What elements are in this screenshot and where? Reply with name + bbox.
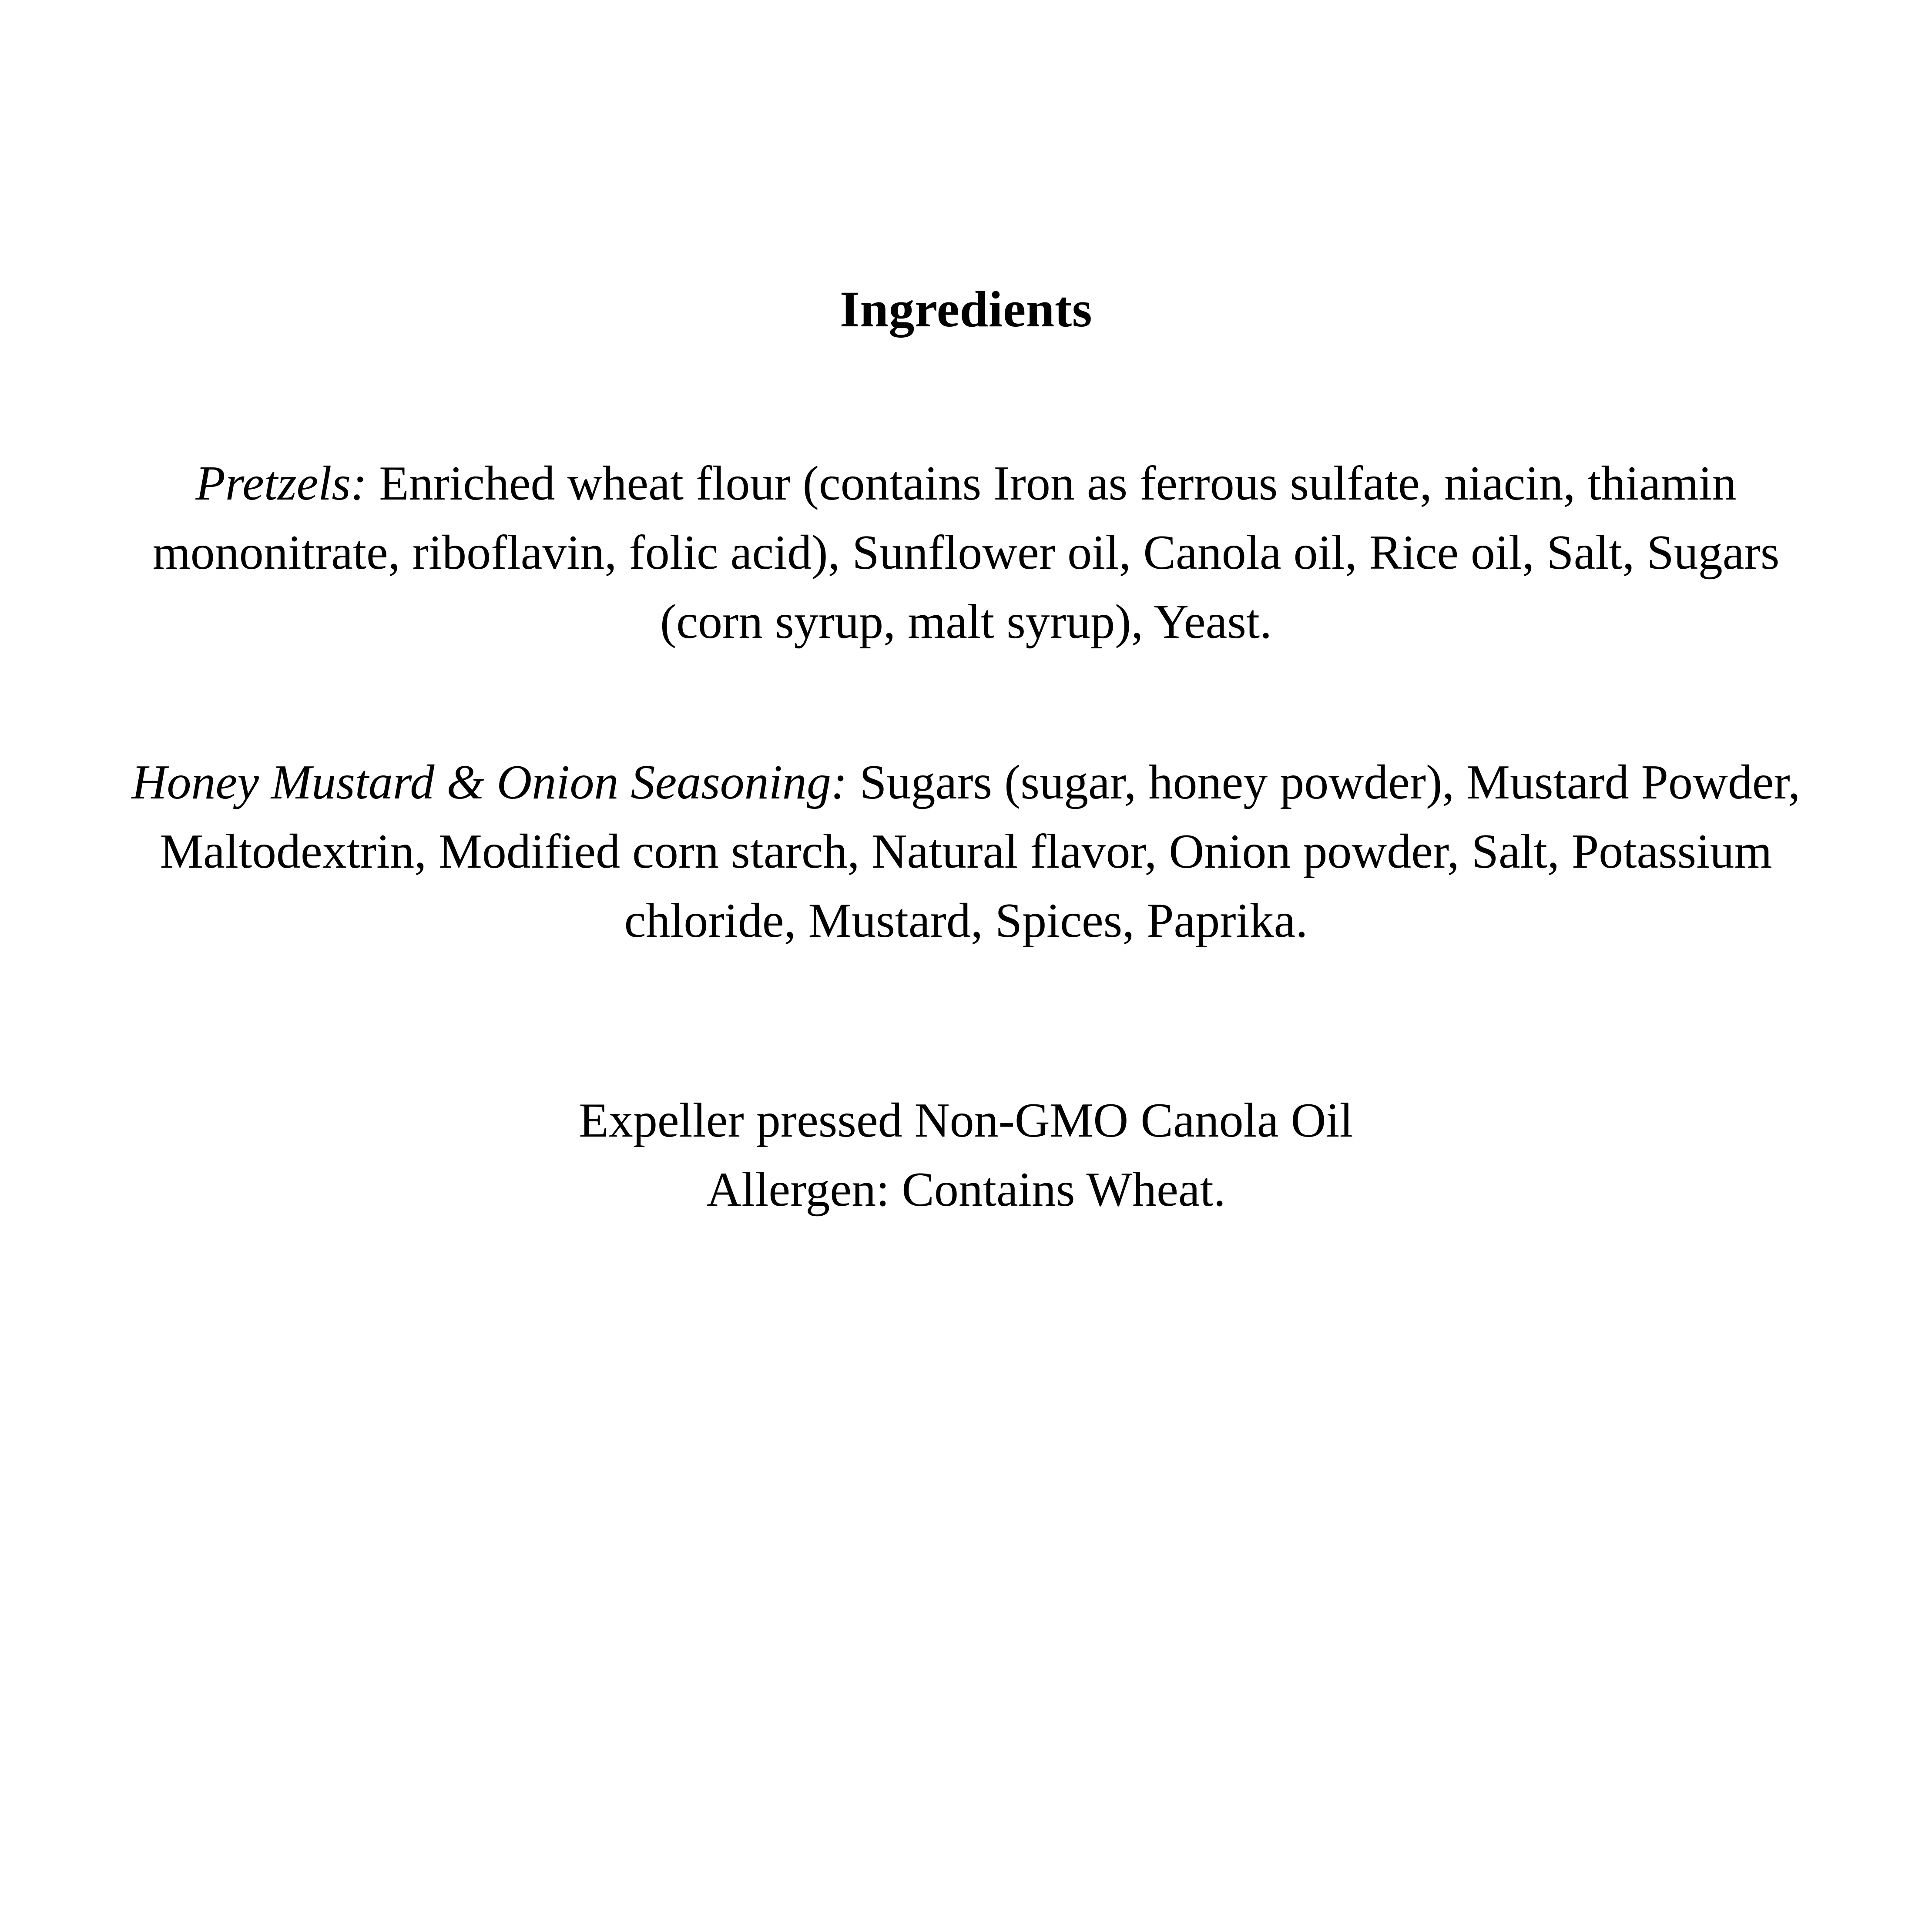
section-label-seasoning: Honey Mustard & Onion Seasoning:	[131, 755, 848, 809]
ingredients-section-pretzels	[117, 449, 1815, 657]
section-text-pretzels: Enriched wheat flour (contains Iron as ferrous sulfate, niacin, thiamin mononitrate, riboflavin, folic acid), Sunflower oil, Canola oil, Rice oil, Salt, Sugars (corn syrup, malt syrup), Yeast.	[152, 456, 1780, 649]
ingredients-section-seasoning	[117, 748, 1815, 956]
section-text-seasoning: Sugars (sugar, honey powder), Mustard Powder, Maltodextrin, Modified corn starch, Natural flavor, Onion powder, Salt, Potassium chloride, Mustard, Spices, Paprika.	[160, 755, 1801, 948]
section-label-pretzels: Pretzels:	[195, 456, 367, 510]
allergen-note: Allergen: Contains Wheat.	[706, 1162, 1226, 1217]
footer-notes	[117, 1086, 1815, 1224]
footer-oil-note: Expeller pressed Non-GMO Canola Oil	[579, 1093, 1353, 1147]
page-title: Ingredients	[839, 281, 1093, 338]
